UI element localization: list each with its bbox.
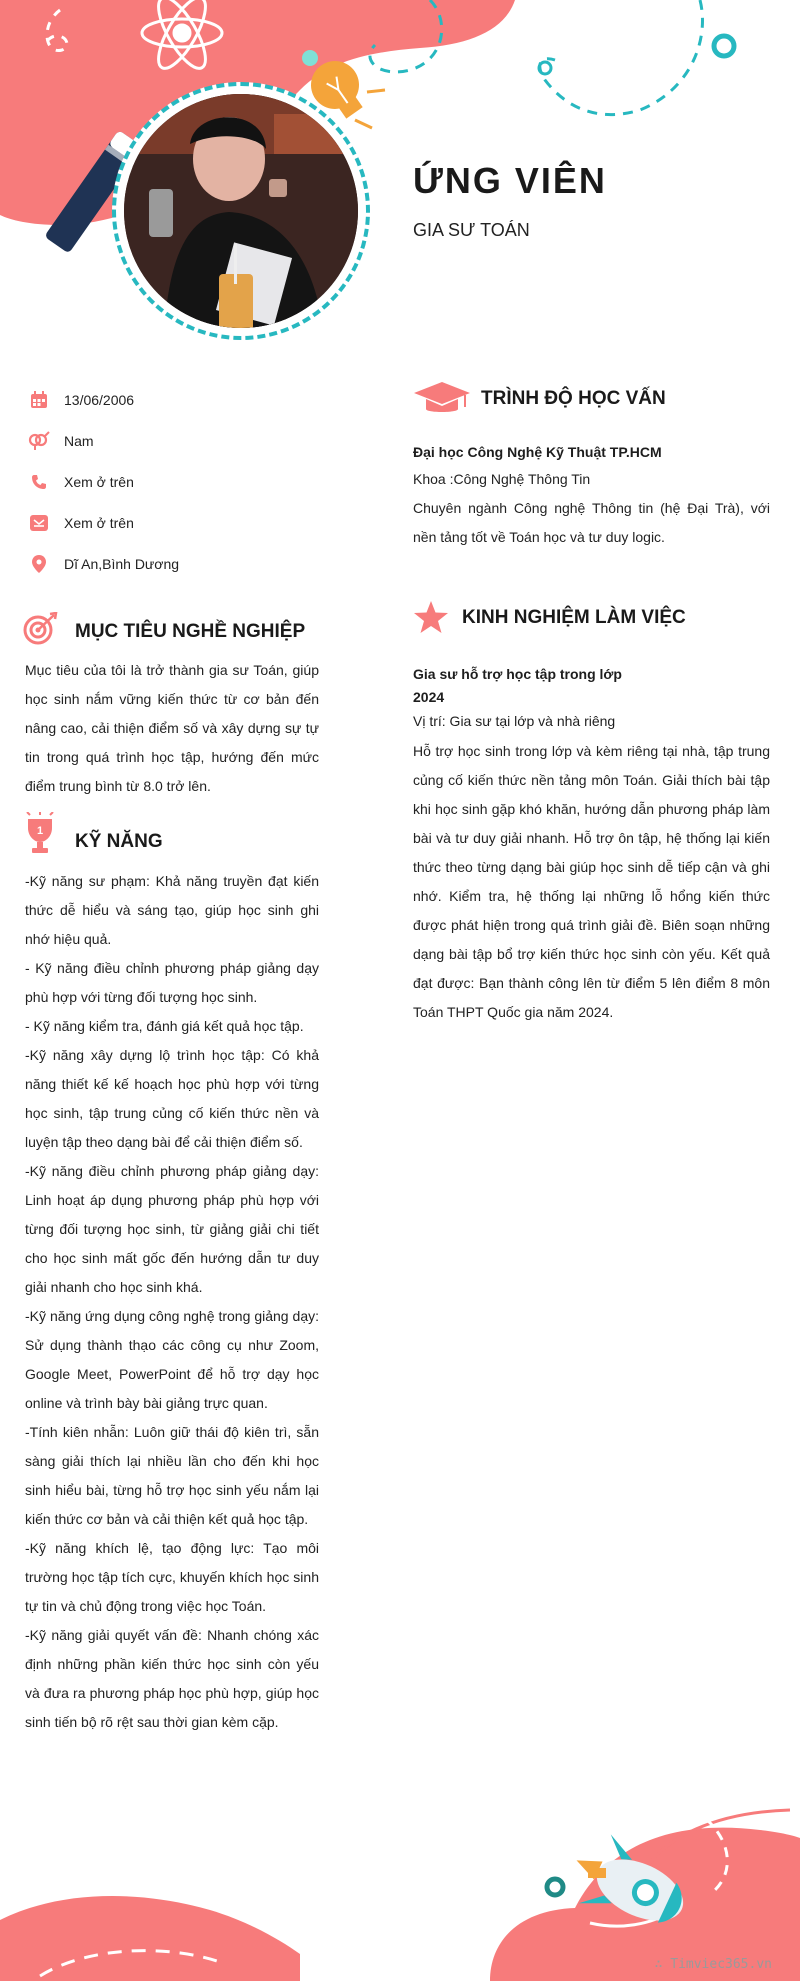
skill-item: -Tính kiên nhẫn: Luôn giữ thái độ kiên trì, sẵn sàng giải thích lại nhiều lần cho đến khi học sinh hiểu bài, từng hỗ trợ học sinh yếu nắm lại kiến thức cơ bản và cải thiện kết quả học tập. — [25, 1424, 319, 1527]
footer-decoration — [0, 1740, 800, 1981]
education-faculty: Khoa :Công Nghệ Thông Tin — [413, 471, 591, 487]
education-description: Chuyên ngành Công nghệ Thông tin (hệ Đại Trà), với nền tảng tốt về Toán học và tư duy logic. — [413, 500, 770, 545]
experience-role: Gia sư hỗ trợ học tập trong lớp — [413, 666, 622, 682]
skills-title: KỸ NĂNG — [75, 831, 163, 852]
contact-address — [28, 552, 179, 576]
contact-email — [28, 511, 134, 535]
location-pin-icon — [28, 553, 50, 575]
experience-position: Vị trí: Gia sư tại lớp và nhà riêng — [413, 713, 616, 729]
skill-item: -Kỹ năng khích lệ, tạo động lực: Tạo môi trường học tập tích cực, khuyến khích học sinh tự tin và chủ động trong việc học Toán. — [25, 1540, 319, 1614]
objective-title: MỤC TIÊU NGHỀ NGHIỆP — [75, 621, 306, 642]
birthday-value: 13/06/2006 — [64, 392, 135, 408]
target-icon — [22, 612, 58, 651]
skill-item: -Kỹ năng xây dựng lộ trình học tập: Có khả năng thiết kế kế hoạch học phù hợp với từng học sinh, tập trung củng cố kiến thức nền và luyện tập theo dạng bài để cải thiện điểm số. — [25, 1047, 319, 1150]
watermark: ∴ Timviec365.vn — [654, 1957, 772, 1972]
phone-icon — [28, 471, 50, 493]
avatar — [112, 82, 370, 340]
contact-gender — [28, 429, 94, 453]
job-title: GIA SƯ TOÁN — [413, 220, 530, 240]
experience-description: Hỗ trợ học sinh trong lớp và kèm riêng tại nhà, tập trung củng cố kiến thức nền tảng môn Toán. Giải thích bài tập khi học sinh gặp khó khăn, hướng dẫn phương pháp làm bài và tư duy giải nhanh. Hỗ trợ ôn tập, hệ thống lại kiến thức theo từng dạng bài giúp học sinh dễ tiếp cận và ghi nhớ. Kiểm tra, hệ thống lại những lỗ hổng kiến thức được phát hiện trong quá trình giải đề. Biên soạn những dạng bài tập bổ trợ kiến thức học sinh còn yếu. Kết quả đạt được: Bạn thành công lên từ điểm 5 lên điểm 8 môn Toán THPT Quốc gia năm 2024. — [413, 743, 770, 1020]
objective-text: Mục tiêu của tôi là trở thành gia sư Toán, giúp học sinh nắm vững kiến thức từ cơ bản đến nâng cao, cải thiện điểm số và xây dựng sự tự tin trong quá trình học tập, hướng đến mức điểm trung bình từ 8.0 trở lên. — [25, 662, 319, 794]
profile-photo — [124, 94, 358, 328]
star-icon — [413, 600, 449, 639]
email-icon — [28, 512, 50, 534]
calendar-icon — [28, 389, 50, 411]
address-value: Dĩ An,Bình Dương — [64, 556, 180, 572]
trophy-icon — [24, 812, 56, 859]
education-school: Đại học Công Nghệ Kỹ Thuật TP.HCM — [413, 444, 662, 460]
gender-icon — [28, 430, 50, 452]
skills-list — [25, 867, 319, 1737]
skill-item: - Kỹ năng kiểm tra, đánh giá kết quả học tập. — [25, 1018, 304, 1034]
svg-text:1: 1 — [36, 825, 44, 837]
phone-value: Xem ở trên — [64, 474, 134, 490]
candidate-name: ỨNG VIÊN — [413, 160, 607, 201]
skill-item: -Kỹ năng điều chỉnh phương pháp giảng dạy: Linh hoạt áp dụng phương pháp phù hợp với từng đối tượng học sinh, từ giảng giải chi tiết cho học sinh mất gốc đến hướng dẫn tư duy giải nhanh cho học sinh khá. — [25, 1163, 319, 1295]
skill-item: -Kỹ năng giải quyết vấn đề: Nhanh chóng xác định những phần kiến thức học sinh còn yếu và đưa ra phương pháp học phù hợp, giúp học sinh tiến bộ rõ rệt sau thời gian kèm cặp. — [25, 1627, 319, 1730]
skill-item: -Kỹ năng ứng dụng công nghệ trong giảng dạy: Sử dụng thành thạo các công cụ như Zoom, Google Meet, PowerPoint để hỗ trợ dạy học online và trình bày bài giảng trực quan. — [25, 1308, 319, 1411]
email-value: Xem ở trên — [64, 515, 134, 531]
skill-item: - Kỹ năng điều chỉnh phương pháp giảng dạy phù hợp với từng đối tượng học sinh. — [25, 960, 319, 1005]
graduation-cap-icon — [413, 380, 471, 421]
experience-title: KINH NGHIỆM LÀM VIỆC — [462, 607, 686, 628]
experience-year: 2024 — [413, 689, 445, 705]
gender-value: Nam — [64, 433, 94, 449]
education-title: TRÌNH ĐỘ HỌC VẤN — [481, 388, 666, 409]
skill-item: -Kỹ năng sư phạm: Khả năng truyền đạt kiến thức dễ hiểu và sáng tạo, giúp học sinh ghi nhớ hiệu quả. — [25, 873, 319, 947]
contact-phone — [28, 470, 134, 494]
contact-birthday — [28, 388, 134, 412]
